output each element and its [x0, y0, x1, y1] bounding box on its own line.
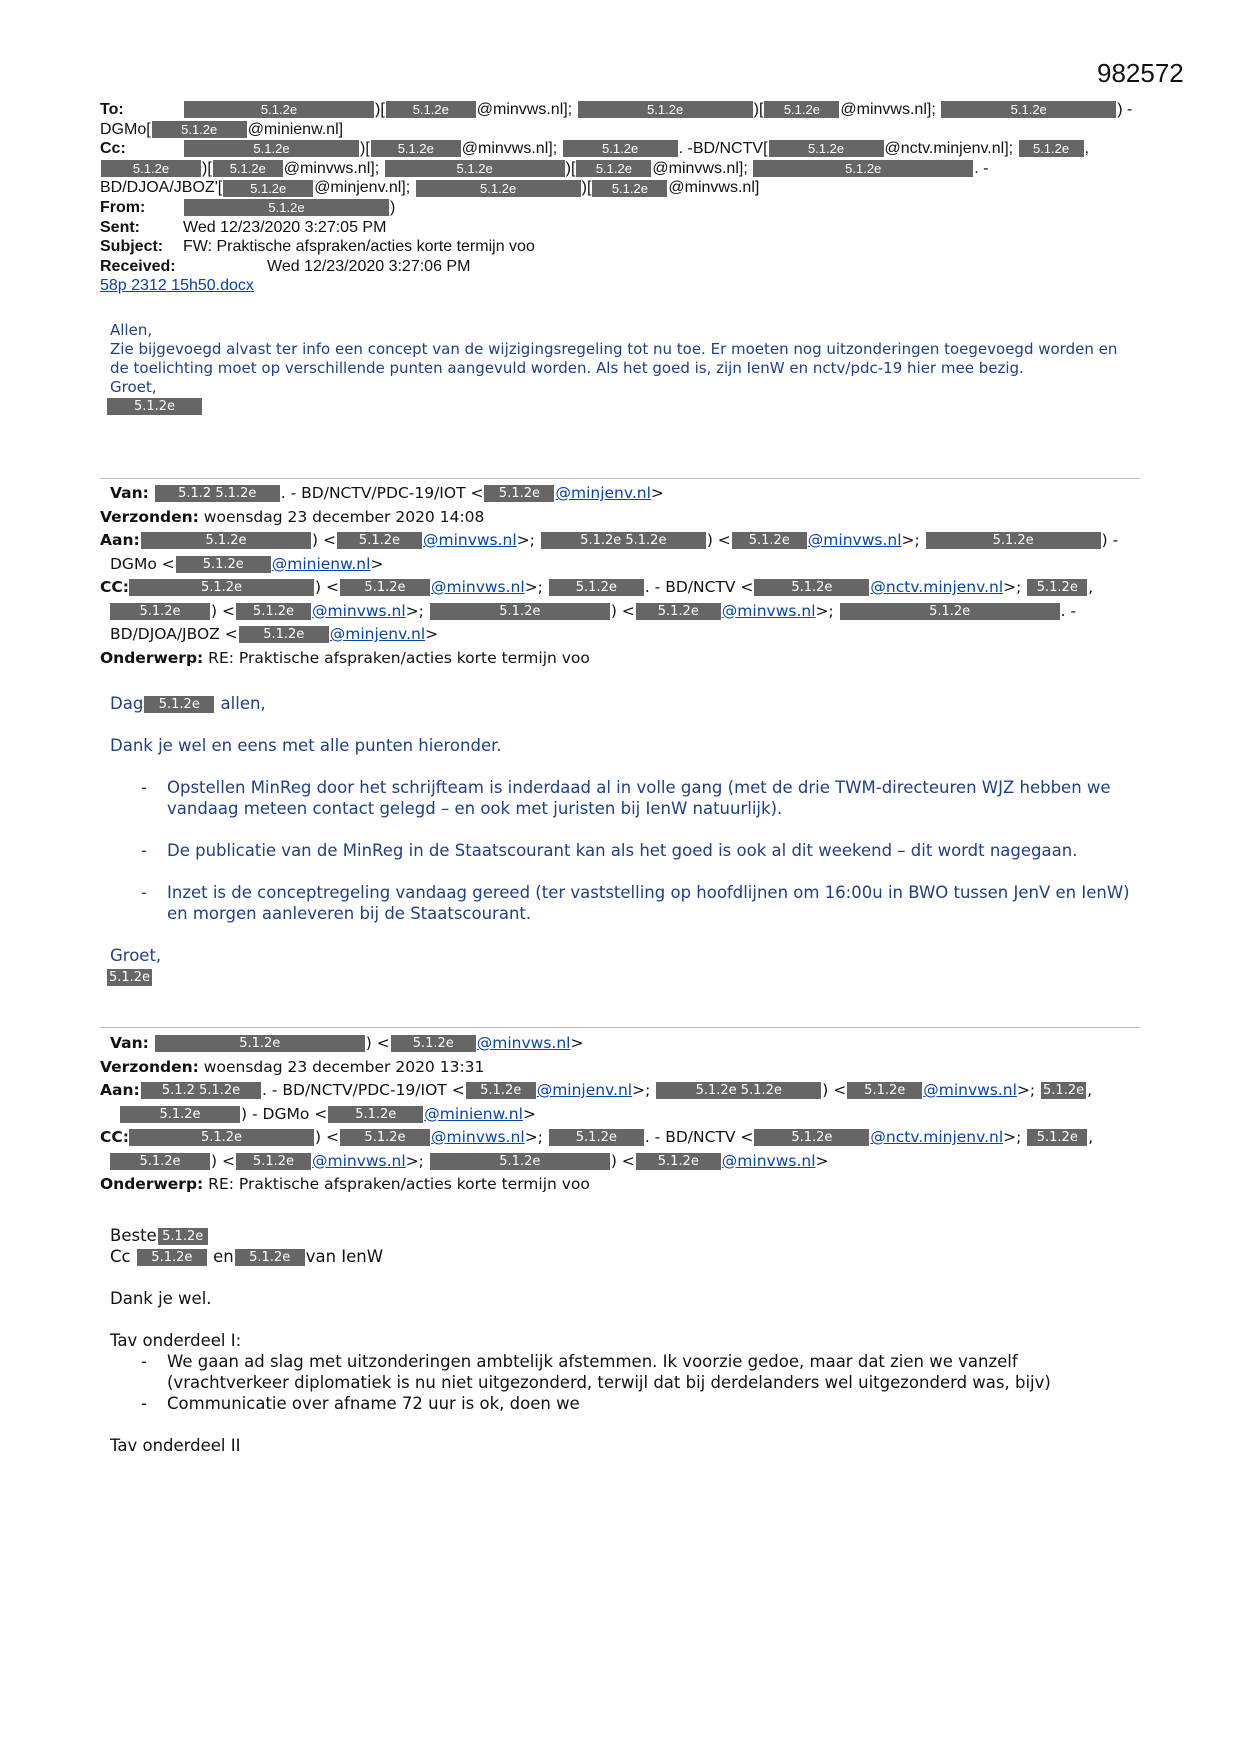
email-domain[interactable]: @minvws.nl — [311, 601, 406, 620]
divider — [100, 1027, 1140, 1028]
redaction: 5.1.2e — [101, 160, 201, 177]
to-line: To: 5.1.2e )[ 5.1.2e @minvws.nl]; 5.1.2e )[ 5.1.2e @minvws.nl]; 5.1.2e ) - — [100, 101, 1133, 118]
redaction: 5.1.2e — [576, 160, 651, 177]
email-domain[interactable]: @minvws.nl — [430, 1128, 525, 1146]
cc-line: CC: 5.1.2e ) < 5.1.2e @minvws.nl>; 5.1.2e . - BD/NCTV < 5.1.2e @nctv.minjenv.nl>; 5.1.2e , — [100, 576, 1160, 600]
redaction: 5.1.2e — [236, 1153, 311, 1170]
redaction: 5.1.2 5.1.2e — [155, 485, 280, 502]
org-name: . - BD/NCTV — [644, 1128, 736, 1146]
org-name: BD/DJOA/JBOZ — [100, 179, 215, 197]
redaction: 5.1.2e — [337, 532, 422, 549]
cc-word: Cc — [110, 1247, 131, 1266]
aan-line: Aan: 5.1.2 5.1.2e . - BD/NCTV/PDC-19/IOT < 5.1.2e @minjenv.nl>; 5.1.2e 5.1.2e ) < 5.1.2e @minvws.nl>; 5.1.2e , — [100, 1079, 1160, 1103]
redaction: 5.1.2e — [416, 180, 581, 197]
onderwerp-label: Onderwerp: — [100, 1175, 204, 1193]
greeting-start: Dag — [110, 694, 144, 713]
email-domain: @minvws.nl — [476, 101, 564, 118]
sent-value: Wed 12/23/2020 3:27:05 PM — [183, 218, 387, 236]
redaction: 5.1.2e — [840, 603, 1060, 620]
onderwerp-label: Onderwerp: — [100, 648, 204, 667]
cc-line-3: BD/DJOA/JBOZ < 5.1.2e @minjenv.nl> — [100, 623, 1160, 647]
redaction: 5.1.2 5.1.2e — [141, 1082, 261, 1099]
cc-line: CC: 5.1.2e ) < 5.1.2e @minvws.nl>; 5.1.2e . - BD/NCTV < 5.1.2e @nctv.minjenv.nl>; 5.1.2e , — [100, 1126, 1160, 1150]
greeting-end: allen, — [220, 694, 266, 713]
org-name: . - BD/NCTV/PDC-19/IOT — [262, 1081, 447, 1099]
onderwerp-line — [100, 647, 1160, 671]
redaction: 5.1.2e — [847, 1082, 922, 1099]
subject-value: FW: Praktische afspraken/acties korte termijn voo — [183, 238, 535, 256]
email-domain[interactable]: @minjenv.nl — [329, 625, 426, 643]
bullet-item: - We gaan ad slag met uitzonderingen ambtelijk afstemmen. Ik voorzie gedoe, maar dat zien we vanzelf (vrachtverkeer diplomatiek is nu niet uitgezonderd, terwijl dat bij derdelanders wel uitgezonderd was, bijv) — [110, 1351, 1140, 1393]
verzonden-line — [100, 1056, 1160, 1080]
to-label: To: — [100, 101, 124, 118]
redaction: 5.1.2e — [732, 532, 807, 549]
section-heading: Tav onderdeel I: — [110, 1331, 242, 1350]
email-domain[interactable]: @minienw.nl — [424, 1104, 523, 1123]
redaction: 5.1.2e — [137, 1249, 207, 1266]
aan-line-2: 5.1.2e ) - DGMo < 5.1.2e @minienw.nl> — [100, 1103, 1160, 1127]
redaction: 5.1.2e — [236, 603, 311, 620]
greeting — [110, 693, 1130, 714]
redaction: 5.1.2e — [223, 180, 313, 197]
redaction: 5.1.2e — [129, 1129, 314, 1146]
redaction: 5.1.2e — [120, 1106, 240, 1123]
email-domain[interactable]: @minvws.nl — [311, 1151, 406, 1170]
redaction: 5.1.2e — [636, 1153, 721, 1170]
subject-label: Subject: — [100, 238, 164, 256]
redaction: 5.1.2e — [549, 1129, 644, 1146]
redaction: 5.1.2e — [184, 140, 359, 157]
email-header — [100, 100, 1140, 296]
org-name: DGMo — [110, 554, 157, 573]
verzonden-value: woensdag 23 december 2020 13:31 — [203, 1057, 485, 1076]
email-domain[interactable]: @nctv.minjenv.nl — [870, 578, 1004, 596]
org-name: . -BD/NCTV — [678, 140, 764, 158]
redaction: 5.1.2e — [391, 1035, 476, 1052]
message-3-header — [100, 1032, 1160, 1197]
email-domain[interactable]: @minienw.nl — [271, 554, 371, 573]
beste-line — [110, 1225, 1140, 1246]
cc-line-2: 5.1.2e ) < 5.1.2e @minvws.nl>; 5.1.2e ) < 5.1.2e @minvws.nl> — [100, 1150, 1160, 1174]
bullet-item: - Inzet is de conceptregeling vandaag gereed (ter vaststelling op hoofdlijnen om 16:00u in BWO tussen JenV en IenW) en morgen aanleveren bij de Staatscourant. — [110, 882, 1130, 924]
van-label: Van: — [110, 484, 149, 502]
beste-word: Beste — [110, 1226, 157, 1245]
redaction: 5.1.2e — [592, 180, 667, 197]
cc-label: CC: — [100, 1128, 129, 1146]
redaction: 5.1.2e — [184, 199, 389, 216]
redaction: 5.1.2e — [563, 140, 678, 157]
redaction: 5.1.2e — [1019, 140, 1084, 157]
redaction: 5.1.2e — [754, 1129, 869, 1146]
redaction: 5.1.2e — [184, 101, 374, 118]
org-name: . - BD/NCTV — [644, 578, 736, 596]
from-label: From: — [100, 198, 146, 216]
email-domain[interactable]: @minvws.nl — [476, 1034, 571, 1052]
received-value: Wed 12/23/2020 3:27:06 PM — [267, 257, 471, 275]
redaction: 5.1.2e — [239, 626, 329, 643]
redaction: 5.1.2e — [764, 101, 839, 118]
redaction: 5.1.2e — [549, 579, 644, 596]
org-name: - DGMo — [251, 1104, 310, 1123]
redaction: 5.1.2e — [1027, 1129, 1087, 1146]
email-domain[interactable]: @minjenv.nl — [536, 1081, 633, 1099]
bullet-item: - De publicatie van de MinReg in de Staatscourant kan als het goed is ook al dit weekend – dit wordt nagegaan. — [110, 840, 1130, 861]
onderwerp-value: RE: Praktische afspraken/acties korte termijn voo — [208, 1175, 590, 1193]
received-line — [100, 257, 1140, 277]
email-domain: @minvws.nl — [668, 179, 755, 197]
redaction: 5.1.2e — [430, 1153, 610, 1170]
redaction: 5.1.2e — [769, 140, 884, 157]
message-1-body — [110, 321, 1120, 416]
redaction: 5.1.2e — [941, 101, 1116, 118]
thanks: Dank je wel. — [110, 1289, 212, 1308]
received-label: Received: — [100, 257, 176, 275]
van-ienw: van IenW — [305, 1247, 384, 1266]
redaction: 5.1.2e — [754, 579, 869, 596]
cc-line-3: BD/DJOA/JBOZ'[ 5.1.2e @minjenv.nl]; 5.1.2e )[ 5.1.2e @minvws.nl] — [100, 179, 760, 197]
redaction: 5.1.2e — [466, 1082, 536, 1099]
redaction: 5.1.2e — [340, 579, 430, 596]
cc-line-2: 5.1.2e )[ 5.1.2e @minvws.nl]; 5.1.2e )[ 5.1.2e @minvws.nl]; 5.1.2e . - — [100, 159, 1140, 179]
onderwerp-value: RE: Praktische afspraken/acties korte termijn voo — [208, 648, 590, 667]
bullet-item: - Communicatie over afname 72 uur is ok, doen we — [110, 1393, 1140, 1414]
en-word: en — [213, 1247, 234, 1266]
verzonden-label: Verzonden: — [100, 1057, 199, 1076]
redaction: 5.1.2e — [753, 160, 973, 177]
email-domain[interactable]: @minjenv.nl — [555, 484, 651, 502]
org-name: BD/DJOA/JBOZ — [110, 625, 220, 643]
divider — [100, 478, 1140, 479]
org-name: . - BD/NCTV/PDC-19/IOT — [280, 484, 466, 502]
redaction: 5.1.2e — [110, 603, 210, 620]
email-domain[interactable]: @minvws.nl — [422, 531, 517, 549]
redaction: 5.1.2e 5.1.2e — [656, 1082, 821, 1099]
email-domain[interactable]: @minvws.nl — [721, 601, 816, 620]
redaction: 5.1.2e — [1027, 579, 1087, 596]
redaction: 5.1.2e — [110, 1153, 210, 1170]
cc-line: Cc: 5.1.2e )[ 5.1.2e @minvws.nl]; 5.1.2e . -BD/NCTV[ 5.1.2e @nctv.minjenv.nl]; 5.1.2e , — [100, 140, 1089, 158]
aan-line-2: DGMo < 5.1.2e @minienw.nl> — [100, 553, 1160, 577]
from-line: From: 5.1.2e ) — [100, 198, 396, 216]
redaction: 5.1.2e 5.1.2e — [541, 532, 706, 549]
verzonden-label: Verzonden: — [100, 507, 199, 526]
cc-names-line — [110, 1246, 1140, 1267]
verzonden-value: woensdag 23 december 2020 14:08 — [203, 507, 485, 526]
van-line: Van: 5.1.2e ) < 5.1.2e @minvws.nl> — [100, 1032, 1160, 1056]
redaction: 5.1.2e — [926, 532, 1101, 549]
email-domain: @minienw.nl — [247, 120, 339, 138]
message-3-body — [110, 1225, 1140, 1456]
email-domain[interactable]: @nctv.minjenv.nl — [870, 1128, 1004, 1146]
message-2-header — [100, 482, 1160, 670]
van-line: Van: 5.1.2 5.1.2e . - BD/NCTV/PDC-19/IOT < 5.1.2e @minjenv.nl> — [100, 482, 1160, 506]
email-domain: @minvws.nl — [283, 159, 371, 177]
email-domain: @minjenv.nl — [314, 179, 402, 197]
redaction: 5.1.2e — [235, 1249, 305, 1266]
redaction: 5.1.2e — [484, 485, 554, 502]
paragraph: Zie bijgevoegd alvast ter info een concept van de wijzigingsregeling tot nu toe. Er moeten nog uitzonderingen toegevoegd worden en de toelichting moet op verschillende punten aangevuld worden. Als het goed is, zijn IenW en nctv/pdc-19 hier mee bezig. — [110, 340, 1118, 377]
redaction: 5.1.2e — [176, 556, 271, 573]
redaction: 5.1.2e — [213, 160, 283, 177]
sent-label: Sent: — [100, 218, 140, 236]
email-domain[interactable]: @minvws.nl — [721, 1151, 816, 1170]
bullet-item: - Opstellen MinReg door het schrijfteam is inderdaad al in volle gang (met de drie TWM-directeuren WJZ hebben we vandaag meteen contact gelegd – en ook met juristen bij IenW natuurlijk). — [110, 777, 1130, 819]
page-number: 982572 — [1097, 58, 1184, 88]
attachment-link[interactable]: 58p 2312 15h50.docx — [100, 277, 254, 295]
email-domain[interactable]: @minvws.nl — [923, 1081, 1017, 1099]
redaction: 5.1.2e — [1043, 1083, 1085, 1098]
cc-label: CC: — [100, 578, 129, 596]
redaction: 5.1.2e — [578, 101, 753, 118]
redaction: 5.1.2e — [144, 696, 214, 713]
cc-line-2: 5.1.2e ) < 5.1.2e @minvws.nl>; 5.1.2e ) < 5.1.2e @minvws.nl>; 5.1.2e . - — [100, 600, 1160, 624]
aan-label: Aan: — [100, 531, 140, 549]
redaction: 5.1.2e — [108, 970, 151, 985]
closing: Groet, — [110, 946, 162, 965]
van-label: Van: — [110, 1034, 149, 1052]
redaction: 5.1.2e — [107, 398, 202, 415]
email-domain[interactable]: @minvws.nl — [430, 578, 525, 596]
subject-line — [100, 237, 1140, 257]
redaction: 5.1.2e — [155, 1035, 365, 1052]
redaction: 5.1.2e — [141, 532, 311, 549]
redaction: 5.1.2e — [385, 160, 565, 177]
greeting: Allen, — [110, 321, 153, 339]
to-line-2: DGMo[ 5.1.2e @minienw.nl] — [100, 120, 344, 138]
aan-line: Aan: 5.1.2e ) < 5.1.2e @minvws.nl>; 5.1.2e 5.1.2e ) < 5.1.2e @minvws.nl>; 5.1.2e ) - — [100, 529, 1160, 553]
attachment-line — [100, 276, 1140, 296]
email-domain: @minvws.nl — [652, 159, 739, 177]
redaction: 5.1.2e — [129, 579, 314, 596]
org-name: DGMo — [100, 120, 147, 138]
redaction: 5.1.2e — [371, 140, 461, 157]
verzonden-line — [100, 506, 1160, 530]
email-domain[interactable]: @minvws.nl — [807, 531, 902, 549]
email-domain: @minvws.nl — [461, 140, 549, 158]
redaction: 5.1.2e — [152, 121, 247, 138]
email-domain: @nctv.minjenv.nl — [884, 140, 1005, 158]
closing: Groet, — [110, 378, 157, 396]
sent-line — [100, 218, 1140, 238]
redaction: 5.1.2e — [158, 1228, 208, 1245]
redaction: 5.1.2e — [340, 1129, 430, 1146]
section-heading: Tav onderdeel II — [110, 1436, 241, 1455]
aan-label: Aan: — [100, 1081, 140, 1099]
onderwerp-line — [100, 1173, 1160, 1197]
redaction: 5.1.2e — [430, 603, 610, 620]
email-domain: @minvws.nl — [840, 101, 927, 118]
cc-label: Cc: — [100, 140, 126, 158]
message-2-body — [110, 693, 1130, 987]
redaction: 5.1.2e — [636, 603, 721, 620]
redaction: 5.1.2e — [386, 101, 476, 118]
intro: Dank je wel en eens met alle punten hieronder. — [110, 736, 502, 755]
redaction: 5.1.2e — [328, 1106, 423, 1123]
